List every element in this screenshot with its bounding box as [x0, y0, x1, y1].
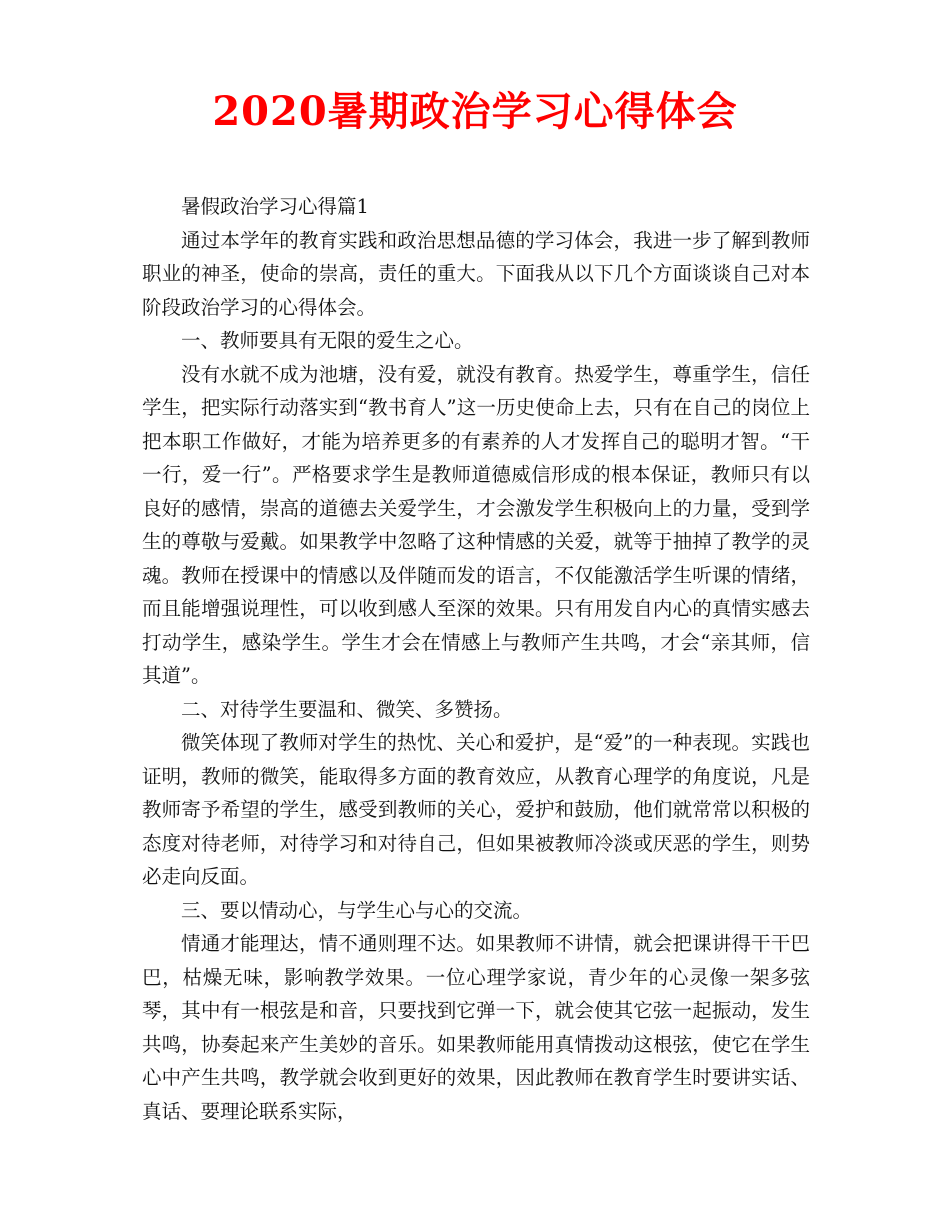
document-body [142, 190, 810, 1128]
paragraph: 没有水就不成为池塘，没有爱，就没有教育。热爱学生，尊重学生，信任学生，把实际行动落实到“教书育人”这一历史使命上去，只有在自己的岗位上把本职工作做好，才能为培养更多的有素养的人才发挥自己的聪明才智。“干一行，爱一行”。严格要求学生是教师道德威信形成的根本保证，教师只有以良好的感情，崇高的道德去关爱学生，才会激发学生积极向上的力量，受到学生的尊敬与爱戴。如果教学中忽略了这种情感的关爱，就等于抽掉了教学的灵魂。教师在授课中的情感以及伴随而发的语言，不仅能激活学生听课的情绪，而且能增强说理性，可以收到感人至深的效果。只有用发自内心的真情实感去打动学生，感染学生。学生才会在情感上与教师产生共鸣，才会“亲其师，信其道”。 [142, 362, 810, 687]
paragraph: 微笑体现了教师对学生的热忱、关心和爱护，是“爱”的一种表现。实践也证明，教师的微笑，能取得多方面的教育效应，从教育心理学的角度说，凡是教师寄予希望的学生，感受到教师的关心，爱护和鼓励，他们就常常以积极的态度对待老师，对待学习和对待自己，但如果被教师冷淡或厌恶的学生，则势必走向反面。 [142, 731, 810, 888]
section-heading: 二、对待学生要温和、微笑、多赞扬。 [181, 697, 513, 721]
section-heading: 三、要以情动心，与学生心与心的交流。 [181, 898, 533, 922]
section-heading: 一、教师要具有无限的爱生之心。 [181, 329, 474, 352]
paragraph: 通过本学年的教育实践和政治思想品德的学习体会，我进一步了解到教师职业的神圣，使命的崇高，责任的重大。下面我从以下几个方面谈谈自己对本阶段政治学习的心得体会。 [142, 228, 810, 319]
paragraph: 情通才能理达，情不通则理不达。如果教师不讲情，就会把课讲得干干巴巴，枯燥无味，影响教学效果。一位心理学家说，青少年的心灵像一架多弦琴，其中有一根弦是和音，只要找到它弹一下，就会使其它弦一起振动，发生共鸣，协奏起来产生美妙的音乐。如果教师能用真情拨动这根弦，使它在学生心中产生共鸣，教学就会收到更好的效果，因此教师在教育学生时要讲实话、真话、要理论联系实际， [142, 932, 810, 1123]
section-heading: 暑假政治学习心得篇1 [181, 195, 369, 218]
document-title: 2020暑期政治学习心得体会 [212, 88, 738, 135]
